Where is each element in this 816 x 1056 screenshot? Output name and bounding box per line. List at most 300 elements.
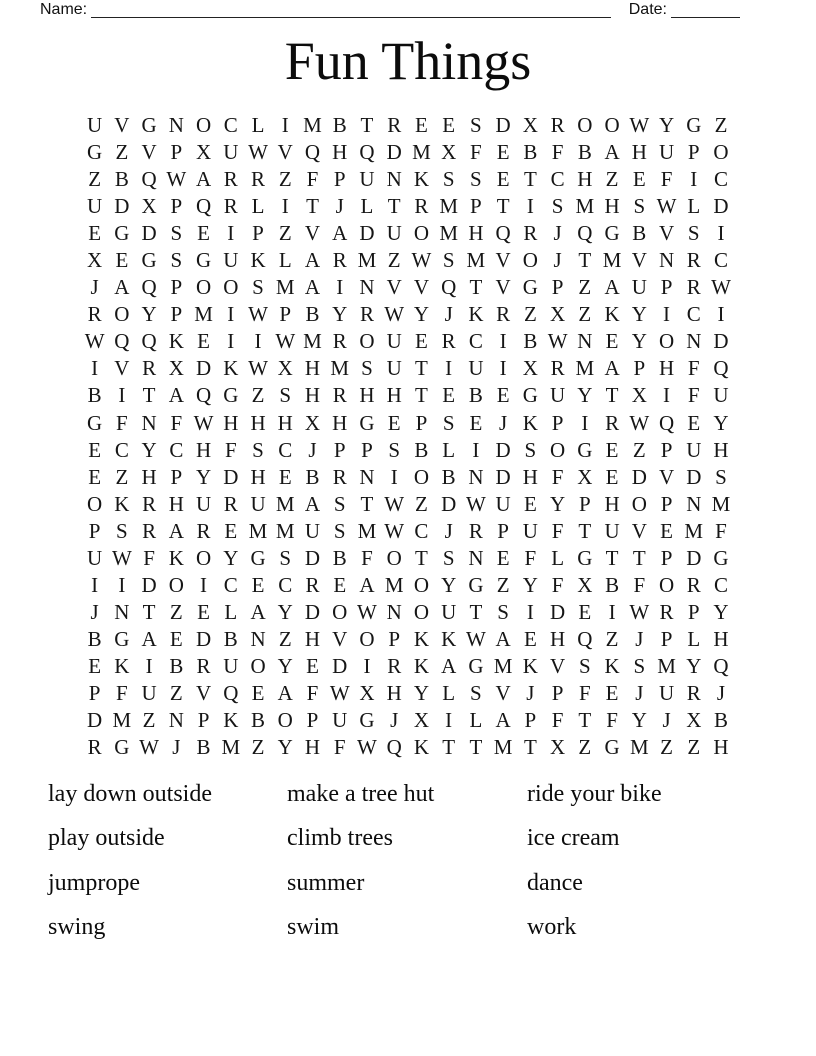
grid-letter: M <box>711 491 731 516</box>
grid-letter: K <box>413 653 430 678</box>
grid-letter: Y <box>141 302 157 327</box>
grid-letter: Z <box>169 681 183 705</box>
grid-letter: A <box>304 248 321 273</box>
grid-letter: G <box>359 410 375 435</box>
grid-letter: S <box>715 464 727 489</box>
word-list-item: swim <box>287 914 340 941</box>
grid-letter: C <box>714 248 729 273</box>
grid-letter: M <box>493 653 513 678</box>
grid-letter: G <box>223 383 239 408</box>
grid-letter: Z <box>415 491 428 516</box>
grid-letter: Z <box>578 735 592 760</box>
grid-letter: U <box>87 545 103 570</box>
grid-letter: F <box>551 518 564 543</box>
grid-letter: L <box>442 437 456 462</box>
grid-letter: O <box>658 329 675 354</box>
grid-letter: A <box>495 708 511 733</box>
grid-letter: S <box>333 518 346 543</box>
grid-letter: J <box>716 681 726 705</box>
grid-letter: R <box>605 410 620 435</box>
grid-letter: O <box>195 275 212 300</box>
grid-letter: Q <box>304 140 321 165</box>
grid-letter: P <box>170 302 183 327</box>
grid-letter: I <box>91 356 99 381</box>
grid-letter: E <box>415 329 428 354</box>
grid-letter: U <box>686 437 702 462</box>
grid-letter: U <box>304 518 321 543</box>
grid-letter: Z <box>523 302 537 327</box>
grid-letter: J <box>553 221 562 246</box>
grid-letter: R <box>387 113 402 138</box>
grid-letter: T <box>442 735 456 760</box>
grid-letter: S <box>279 383 292 408</box>
grid-letter: E <box>197 329 210 354</box>
grid-letter: P <box>660 626 673 651</box>
grid-letter: T <box>605 545 619 570</box>
grid-letter: B <box>414 437 429 462</box>
grid-letter: A <box>304 491 321 516</box>
grid-letter: D <box>87 708 103 733</box>
grid-letter: O <box>413 599 430 624</box>
grid-letter: X <box>550 735 566 760</box>
grid-letter: U <box>250 491 266 516</box>
grid-letter: X <box>522 113 538 138</box>
grid-letter: V <box>277 140 293 165</box>
grid-letter: E <box>578 599 592 624</box>
grid-letter: Z <box>714 113 728 138</box>
grid-letter: P <box>633 356 646 381</box>
grid-letter: P <box>306 708 319 733</box>
grid-letter: R <box>550 356 565 381</box>
grid-letter: R <box>686 681 701 705</box>
grid-letter: P <box>170 140 183 165</box>
grid-letter: P <box>551 410 564 435</box>
grid-letter: F <box>333 735 346 760</box>
grid-letter: O <box>550 437 566 462</box>
grid-letter: T <box>632 545 646 570</box>
grid-letter: Y <box>713 599 729 624</box>
grid-letter: Z <box>169 599 183 624</box>
grid-letter: V <box>114 113 130 138</box>
grid-letter: U <box>87 113 103 138</box>
grid-letter: A <box>168 518 184 543</box>
grid-letter: X <box>168 356 184 381</box>
grid-letter: S <box>497 599 509 624</box>
grid-letter: K <box>604 653 620 678</box>
grid-letter: T <box>306 194 319 219</box>
grid-letter: E <box>415 113 428 138</box>
grid-letter: Z <box>578 302 592 327</box>
grid-letter: F <box>687 356 700 381</box>
grid-letter: H <box>713 735 729 760</box>
grid-letter: E <box>442 113 456 138</box>
grid-letter: P <box>252 221 264 246</box>
grid-letter: P <box>170 275 183 300</box>
grid-letter: N <box>359 464 375 489</box>
grid-letter: H <box>359 383 375 408</box>
grid-letter: K <box>223 708 239 733</box>
grid-letter: B <box>196 735 211 760</box>
grid-letter: U <box>631 275 647 300</box>
grid-letter: V <box>141 140 157 165</box>
grid-letter: X <box>686 708 702 733</box>
grid-letter: H <box>713 437 729 462</box>
grid-letter: D <box>386 140 402 165</box>
grid-letter: I <box>690 167 698 192</box>
grid-letter: W <box>248 356 268 381</box>
grid-letter: O <box>413 464 430 489</box>
grid-letter: W <box>111 545 132 570</box>
grid-letter: B <box>523 329 538 354</box>
grid-letter: D <box>713 194 729 219</box>
grid-letter: M <box>112 708 132 733</box>
grid-letter: V <box>495 248 511 273</box>
grid-letter: G <box>577 545 593 570</box>
grid-letter: B <box>305 302 320 327</box>
grid-letter: U <box>386 329 402 354</box>
name-label: Name: <box>40 1 88 18</box>
grid-letter: O <box>195 113 212 138</box>
word-list-column <box>527 772 757 950</box>
word-list-item: swing <box>48 914 106 941</box>
grid-letter: H <box>141 464 157 489</box>
grid-letter: I <box>472 437 480 462</box>
grid-letter: F <box>715 518 727 543</box>
grid-letter: D <box>223 464 239 489</box>
grid-letter: Z <box>278 167 292 192</box>
grid-letter: P <box>578 491 591 516</box>
word-list-item: climb trees <box>287 825 393 852</box>
grid-letter: D <box>304 545 321 570</box>
grid-letter: Y <box>658 113 675 138</box>
grid-letter: G <box>87 410 103 435</box>
grid-letter: E <box>197 599 210 624</box>
grid-letter: Z <box>496 572 510 597</box>
grid-letter: Z <box>88 167 102 192</box>
grid-letter: Q <box>577 626 593 651</box>
grid-letter: S <box>333 491 346 516</box>
grid-letter: G <box>522 275 538 300</box>
grid-letter: E <box>88 437 102 462</box>
grid-letter: F <box>551 140 564 165</box>
date-label: Date: <box>628 1 667 18</box>
grid-letter: V <box>304 221 321 246</box>
grid-letter: I <box>281 113 289 138</box>
grid-letter: Y <box>195 464 212 489</box>
grid-letter: N <box>686 491 702 516</box>
grid-letter: H <box>332 410 348 435</box>
grid-letter: R <box>142 356 157 381</box>
grid-letter: W <box>193 410 214 435</box>
grid-letter: U <box>332 708 348 733</box>
grid-letter: R <box>550 113 565 138</box>
grid-letter: Z <box>115 464 129 489</box>
grid-letter: H <box>277 410 293 435</box>
grid-letter: I <box>118 572 126 597</box>
grid-letter: Q <box>441 275 457 300</box>
grid-letter: Z <box>687 735 701 760</box>
grid-letter: R <box>142 518 157 543</box>
grid-letter: J <box>662 708 671 733</box>
grid-letter: W <box>465 626 486 651</box>
grid-letter: F <box>687 383 700 408</box>
grid-letter: R <box>686 572 701 597</box>
grid-letter: K <box>250 248 266 273</box>
grid-letter: W <box>629 410 650 435</box>
grid-letter: I <box>445 356 453 381</box>
grid-letter: O <box>87 491 103 516</box>
grid-letter: J <box>335 194 344 219</box>
grid-letter: C <box>686 302 701 327</box>
grid-letter: E <box>496 140 510 165</box>
grid-letter: K <box>522 653 538 678</box>
grid-letter: C <box>114 437 129 462</box>
grid-letter: X <box>304 410 321 435</box>
grid-letter: A <box>332 221 348 246</box>
grid-letter: E <box>496 545 510 570</box>
grid-letter: E <box>660 518 673 543</box>
grid-letter: W <box>711 275 731 300</box>
grid-letter: V <box>495 681 511 705</box>
grid-letter: Z <box>387 248 401 273</box>
grid-letter: O <box>223 275 239 300</box>
grid-letter: H <box>577 167 593 192</box>
grid-letter: I <box>526 194 534 219</box>
grid-letter: O <box>658 572 675 597</box>
grid-letter: J <box>635 681 644 705</box>
grid-letter: W <box>329 681 350 705</box>
grid-letter: P <box>660 437 673 462</box>
grid-letter: S <box>442 410 455 435</box>
grid-letter: H <box>550 626 566 651</box>
grid-letter: H <box>522 464 538 489</box>
grid-letter: M <box>657 653 676 678</box>
grid-letter: T <box>415 383 428 408</box>
grid-letter: E <box>197 221 210 246</box>
grid-letter: D <box>332 653 348 678</box>
grid-letter: B <box>441 464 456 489</box>
grid-letter: B <box>223 626 238 651</box>
grid-letter: E <box>605 329 619 354</box>
grid-letter: T <box>469 735 483 760</box>
grid-letter: P <box>660 491 673 516</box>
grid-letter: G <box>250 545 266 570</box>
grid-letter: J <box>635 626 644 651</box>
grid-letter: E <box>224 518 238 543</box>
grid-letter: S <box>524 437 537 462</box>
grid-letter: J <box>526 681 535 705</box>
grid-letter: I <box>663 383 671 408</box>
grid-letter: L <box>687 626 701 651</box>
grid-letter: V <box>495 275 511 300</box>
grid-letter: G <box>468 653 484 678</box>
grid-letter: D <box>195 356 212 381</box>
word-list-item: lay down outside <box>48 780 212 807</box>
grid-letter: V <box>386 275 402 300</box>
grid-letter: P <box>660 275 673 300</box>
grid-letter: D <box>304 599 321 624</box>
grid-letter: G <box>522 383 538 408</box>
grid-letter: N <box>468 545 484 570</box>
grid-letter: E <box>632 167 646 192</box>
grid-letter: G <box>468 572 484 597</box>
grid-letter: I <box>227 302 235 327</box>
grid-letter: M <box>602 248 622 273</box>
grid-letter: Y <box>522 572 538 597</box>
grid-letter: H <box>658 356 675 381</box>
grid-letter: W <box>384 518 405 543</box>
grid-letter: H <box>195 437 212 462</box>
grid-letter: G <box>686 113 702 138</box>
grid-letter: Q <box>141 329 157 354</box>
grid-letter: Q <box>141 167 157 192</box>
grid-letter: C <box>414 518 429 543</box>
grid-letter: Y <box>577 383 593 408</box>
grid-letter: F <box>116 681 128 705</box>
grid-letter: M <box>439 221 458 246</box>
grid-letter: R <box>332 248 347 273</box>
grid-letter: A <box>195 167 212 192</box>
grid-letter: U <box>223 653 239 678</box>
grid-letter: D <box>713 329 729 354</box>
grid-letter: P <box>551 275 564 300</box>
grid-letter: K <box>604 302 620 327</box>
grid-letter: P <box>88 681 101 705</box>
grid-letter: Z <box>605 626 619 651</box>
grid-letter: L <box>278 248 292 273</box>
grid-letter: Z <box>578 275 592 300</box>
grid-letter: R <box>686 275 701 300</box>
word-search-grid <box>81 112 735 761</box>
grid-letter: H <box>304 626 321 651</box>
grid-letter: U <box>223 248 239 273</box>
grid-letter: I <box>254 329 262 354</box>
grid-letter: L <box>251 113 265 138</box>
grid-letter: M <box>330 356 350 381</box>
grid-letter: P <box>687 140 700 165</box>
grid-letter: U <box>195 491 212 516</box>
grid-letter: S <box>470 113 482 138</box>
grid-letter: U <box>223 140 239 165</box>
grid-letter: I <box>91 572 99 597</box>
grid-letter: F <box>306 167 319 192</box>
grid-letter: L <box>251 194 265 219</box>
grid-letter: O <box>713 140 729 165</box>
grid-letter: I <box>499 329 507 354</box>
grid-letter: N <box>250 626 266 651</box>
grid-letter: Q <box>195 383 212 408</box>
grid-letter: L <box>224 599 238 624</box>
grid-letter: C <box>169 437 184 462</box>
grid-letter: S <box>442 167 455 192</box>
grid-letter: M <box>466 248 486 273</box>
grid-letter: C <box>223 572 238 597</box>
grid-letter: F <box>606 708 618 733</box>
grid-letter: M <box>275 491 295 516</box>
grid-letter: U <box>604 518 620 543</box>
grid-letter: F <box>524 545 537 570</box>
grid-letter: D <box>495 464 511 489</box>
grid-letter: M <box>303 113 322 138</box>
grid-letter: W <box>629 113 650 138</box>
grid-letter: B <box>577 140 592 165</box>
grid-letter: E <box>251 572 265 597</box>
grid-letter: L <box>442 681 456 705</box>
grid-letter: O <box>168 572 184 597</box>
grid-letter: V <box>413 275 430 300</box>
grid-letter: R <box>496 302 511 327</box>
grid-letter: I <box>390 464 398 489</box>
grid-letter: N <box>686 329 702 354</box>
grid-letter: V <box>658 464 675 489</box>
grid-letter: V <box>332 626 348 651</box>
grid-letter: Z <box>632 437 646 462</box>
grid-letter: D <box>195 626 212 651</box>
grid-letter: D <box>441 491 457 516</box>
grid-letter: B <box>87 383 102 408</box>
word-list-item: play outside <box>48 825 165 852</box>
grid-letter: O <box>413 572 430 597</box>
grid-letter: O <box>577 113 593 138</box>
grid-letter: J <box>90 599 99 624</box>
grid-letter: Q <box>577 221 593 246</box>
grid-letter: R <box>468 518 483 543</box>
grid-letter: R <box>251 167 266 192</box>
grid-letter: F <box>361 545 373 570</box>
grid-letter: S <box>361 356 373 381</box>
grid-letter: S <box>470 681 482 705</box>
grid-letter: K <box>468 302 484 327</box>
grid-letter: H <box>604 491 620 516</box>
grid-letter: W <box>656 194 677 219</box>
grid-letter: D <box>631 464 647 489</box>
grid-letter: R <box>223 491 238 516</box>
grid-letter: Y <box>686 653 702 678</box>
grid-letter: J <box>553 248 562 273</box>
grid-letter: Y <box>277 653 293 678</box>
word-list-item: summer <box>287 869 365 896</box>
grid-letter: R <box>87 735 102 760</box>
grid-letter: V <box>631 518 647 543</box>
grid-letter: G <box>604 221 620 246</box>
grid-letter: I <box>227 221 235 246</box>
grid-letter: G <box>604 735 620 760</box>
grid-letter: W <box>248 140 268 165</box>
grid-letter: P <box>497 518 509 543</box>
grid-letter: Y <box>223 545 239 570</box>
grid-letter: Q <box>386 735 402 760</box>
grid-letter: T <box>415 356 428 381</box>
grid-letter: T <box>142 599 156 624</box>
grid-letter: D <box>141 572 157 597</box>
grid-letter: I <box>200 572 208 597</box>
grid-letter: Q <box>114 329 130 354</box>
grid-letter: R <box>332 383 347 408</box>
grid-letter: K <box>413 167 430 192</box>
grid-letter: P <box>388 626 401 651</box>
name-blank-line <box>91 2 611 18</box>
grid-letter: G <box>114 735 130 760</box>
grid-letter: I <box>145 653 153 678</box>
grid-letter: W <box>547 329 568 354</box>
grid-letter: T <box>523 167 537 192</box>
grid-letter: M <box>221 735 241 760</box>
grid-letter: H <box>223 410 239 435</box>
grid-letter: X <box>441 140 457 165</box>
grid-letter: T <box>142 383 156 408</box>
grid-letter: F <box>224 437 237 462</box>
word-list-item: jumprope <box>48 869 140 896</box>
